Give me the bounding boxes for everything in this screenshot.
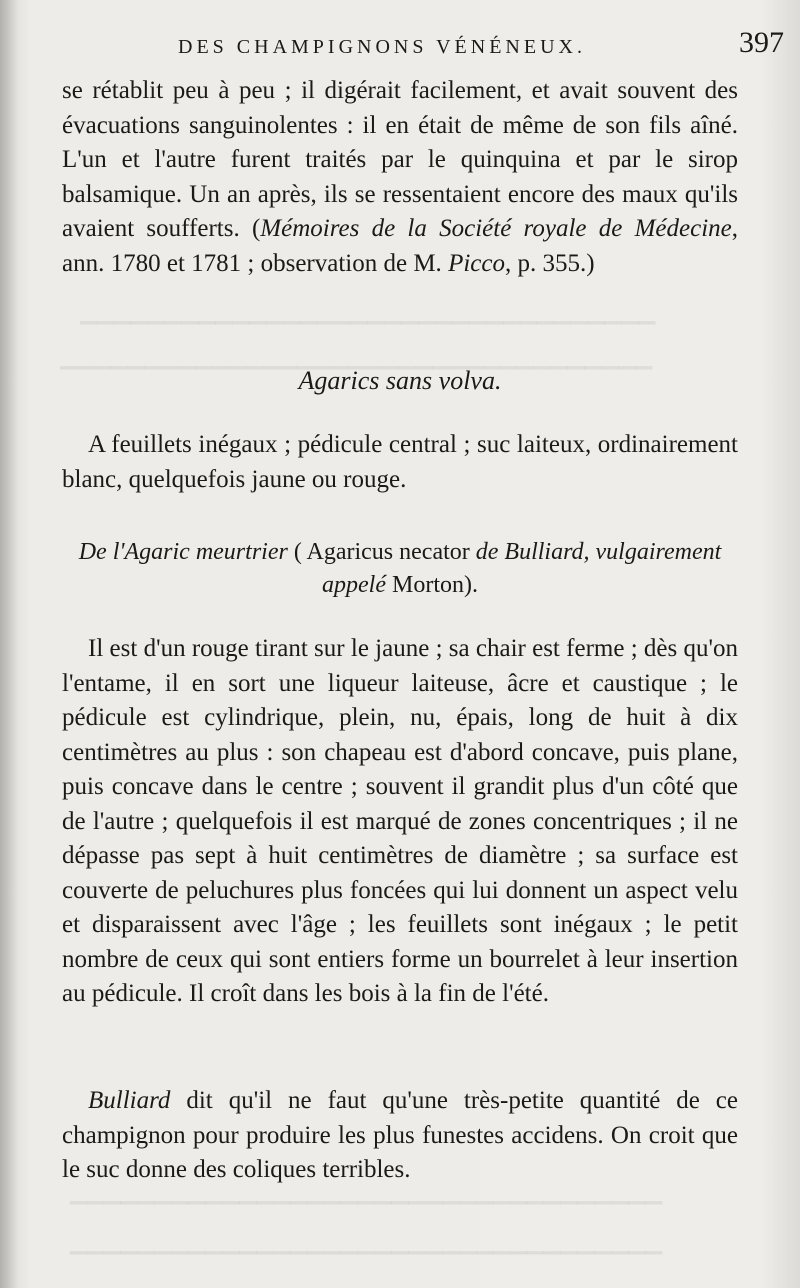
show-through-decoration: ▁▁▁▁▁▁▁▁▁▁▁▁▁▁▁▁▁▁▁▁▁▁▁▁▁▁▁▁▁▁▁▁▁▁	[80, 300, 656, 325]
paragraph-3: Il est d'un rouge tirant sur le jaune ; sa chair est ferme ; dès qu'on l'entame, il en sort une liqueur laiteuse, âcre et caustique ; le pédicule est cylindrique, plein, nu, épais, long de huit à dix centimètres au plus : son chapeau est d'abord concave, puis plane, puis concave dans le centre ; souvent il grandit plus d'un côté que de l'autre ; quelquefois il est marqué de zones concentriques ; il ne dépasse pas sept à huit centimètres de diamètre ; sa surface est couverte de peluchures plus foncées qui lui donnent un aspect velu et disparaissent avec l'âge ; les feuillets sont inégaux ; le petit nombre de ceux qui sont entiers forme un bourrelet à leur insertion au pédicule. Il croît dans les bois à la fin de l'été.	[62, 635, 738, 1007]
paragraph-1-text-a: se rétablit peu à peu ; il digérait facilement, et avait souvent des évacuations sanguinolentes : il en était de même de son fils aîné. L'un et l'autre furent traités par le quinquina et par le sirop balsamique. Un an après, ils se ressentaient encore des maux qu'ils avaient soufferts. (	[62, 77, 738, 242]
species-heading-part-d: Morton).	[385, 572, 478, 598]
citation-title: Mémoires de la Société royale de Médecine	[260, 215, 732, 242]
paragraph-1-text-c: , p. 355.)	[504, 249, 595, 277]
paragraph-4-author: Bulliard	[88, 1087, 171, 1114]
show-through-decoration: ▁▁▁▁▁▁▁▁▁▁▁▁▁▁▁▁▁▁▁▁▁▁▁▁▁▁▁▁▁▁▁▁▁▁▁	[60, 345, 653, 370]
paragraph-1-text-b: , ann. 1780 et 1781 ; observation de M.	[62, 215, 738, 277]
spine-shadow	[0, 0, 18, 1288]
citation-author: Picco	[448, 249, 505, 277]
show-through-decoration: ▁▁▁▁▁▁▁▁▁▁▁▁▁▁▁▁▁▁▁▁▁▁▁▁▁▁▁▁▁▁▁▁▁▁▁	[70, 1180, 663, 1205]
paragraph-2: A feuillets inégaux ; pédicule central ; suc laiteux, ordinairement blanc, quelquefois jaune ou rouge.	[62, 431, 738, 493]
species-heading-part-a: De l'Agaric meurtrier	[78, 539, 288, 565]
show-through-decoration: ▁▁▁▁▁▁▁▁▁▁▁▁▁▁▁▁▁▁▁▁▁▁▁▁▁▁▁▁▁▁▁▁▁▁▁	[70, 1230, 663, 1255]
paragraph-4	[62, 1084, 738, 1188]
paragraph-1	[62, 74, 738, 281]
page-number: 397	[739, 26, 784, 59]
species-heading-part-c: de Bulliard, vulgairement appelé	[322, 539, 722, 598]
running-title: DES CHAMPIGNONS VÉNÉNEUX.	[178, 36, 586, 58]
page-header	[60, 26, 784, 70]
species-heading-part-b: ( Agaricus necator	[287, 539, 476, 565]
species-heading	[62, 536, 738, 602]
paragraph-4-text: dit qu'il ne faut qu'une très-petite quantité de ce champignon pour produire les plus funestes accidens. On croit que le suc donne des coliques terribles.	[62, 1087, 738, 1183]
section-title: Agarics sans volva.	[298, 366, 502, 395]
